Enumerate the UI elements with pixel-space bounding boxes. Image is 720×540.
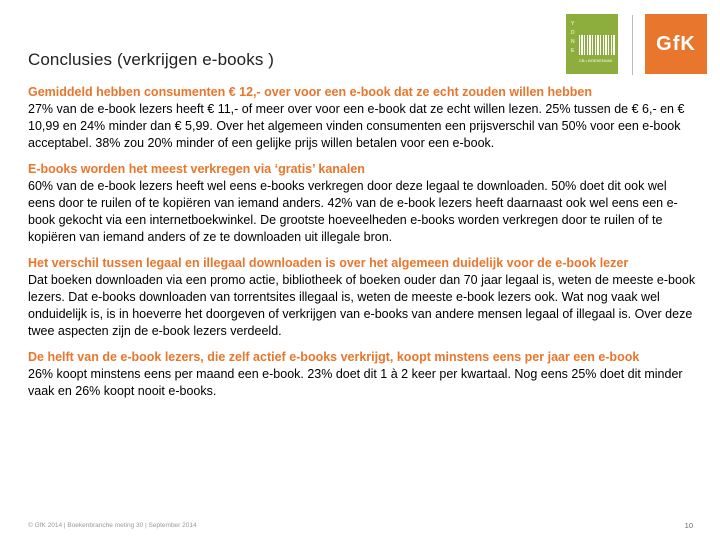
gfk-logo-text: GfK: [656, 32, 696, 55]
section-legality: [28, 255, 696, 340]
section-body: 26% koopt minstens eens per maand een e-book. 23% doet dit 1 à 2 keer per kwartaal. Nog eens 25% doet dit minder vaak en 26% koopt nooit e-books.: [28, 367, 683, 398]
logo-divider: [632, 15, 633, 75]
section-body: 27% van de e-book lezers heeft € 11,- of meer over voor een e-book dat ze echt willen lezen. 25% tussen de € 6,- en € 10,99 en 24% minder dan € 5,99. Over het algemeen vinden consumenten een prijsverschil van 50% voor een e-book acceptabel. 38% zou 20% minder of een gelijke prijs willen betalen voor een e-book.: [28, 102, 685, 150]
section-body: 60% van de e-book lezers heeft wel eens e-books verkregen door deze legaal te downloaden. 50% doet dit ook wel eens door te ruilen of te kopiëren van iemand anders. 42% van de e-book lezers heeft daarnaast ook wel eens een e-book gekocht via een internetboekwinkel. De grootste hoeveelheden e-books worden verkregen door te ruilen of te kopiëren van iemand anders of ze te downloaden uit illegale bron.: [28, 179, 678, 244]
conclusions-content: [28, 84, 696, 409]
page-number: 10: [684, 521, 693, 530]
section-heading: Gemiddeld hebben consumenten € 12,- over voor een e-book dat ze echt zouden willen hebben: [28, 85, 592, 99]
section-buying: [28, 349, 696, 400]
page-title: Conclusies (verkrijgen e-books ): [28, 50, 275, 69]
footer-text: © GfK 2014 | Boekenbranche meting 30 | September 2014: [28, 522, 197, 529]
section-price: [28, 84, 696, 152]
section-body: Dat boeken downloaden via een promo actie, bibliotheek of boeken ouder dan 70 jaar legaal is, weten de meeste e-book lezers. Dat e-books downloaden van torrentsites illegaal is, weten de meeste e-book lezers ook. Wat nog vaak wel onduidelijk is, is in hoeverre het doorgeven of verkrijgen van e-books van andere mensen legaal of illegaal is. Over deze twee aspecten zijn de e-book lezers verdeeld.: [28, 273, 696, 338]
logo-letters: Y D N E: [571, 21, 575, 54]
section-heading: Het verschil tussen legaal en illegaal downloaden is over het algemeen duidelijk voor de e-book lezer: [28, 256, 629, 270]
section-channels: [28, 161, 696, 246]
barcode-icon: [579, 35, 615, 55]
section-heading: De helft van de e-book lezers, die zelf actief e-books verkrijgt, koopt minstens eens per jaar een e-book: [28, 350, 640, 364]
gfk-logo: [645, 14, 707, 74]
cb-boekenvak-logo: [566, 14, 618, 74]
section-heading: E-books worden het meest verkregen via ‘gratis’ kanalen: [28, 162, 365, 176]
logo-subtext: CB • BOEKENVAK: [579, 58, 613, 63]
